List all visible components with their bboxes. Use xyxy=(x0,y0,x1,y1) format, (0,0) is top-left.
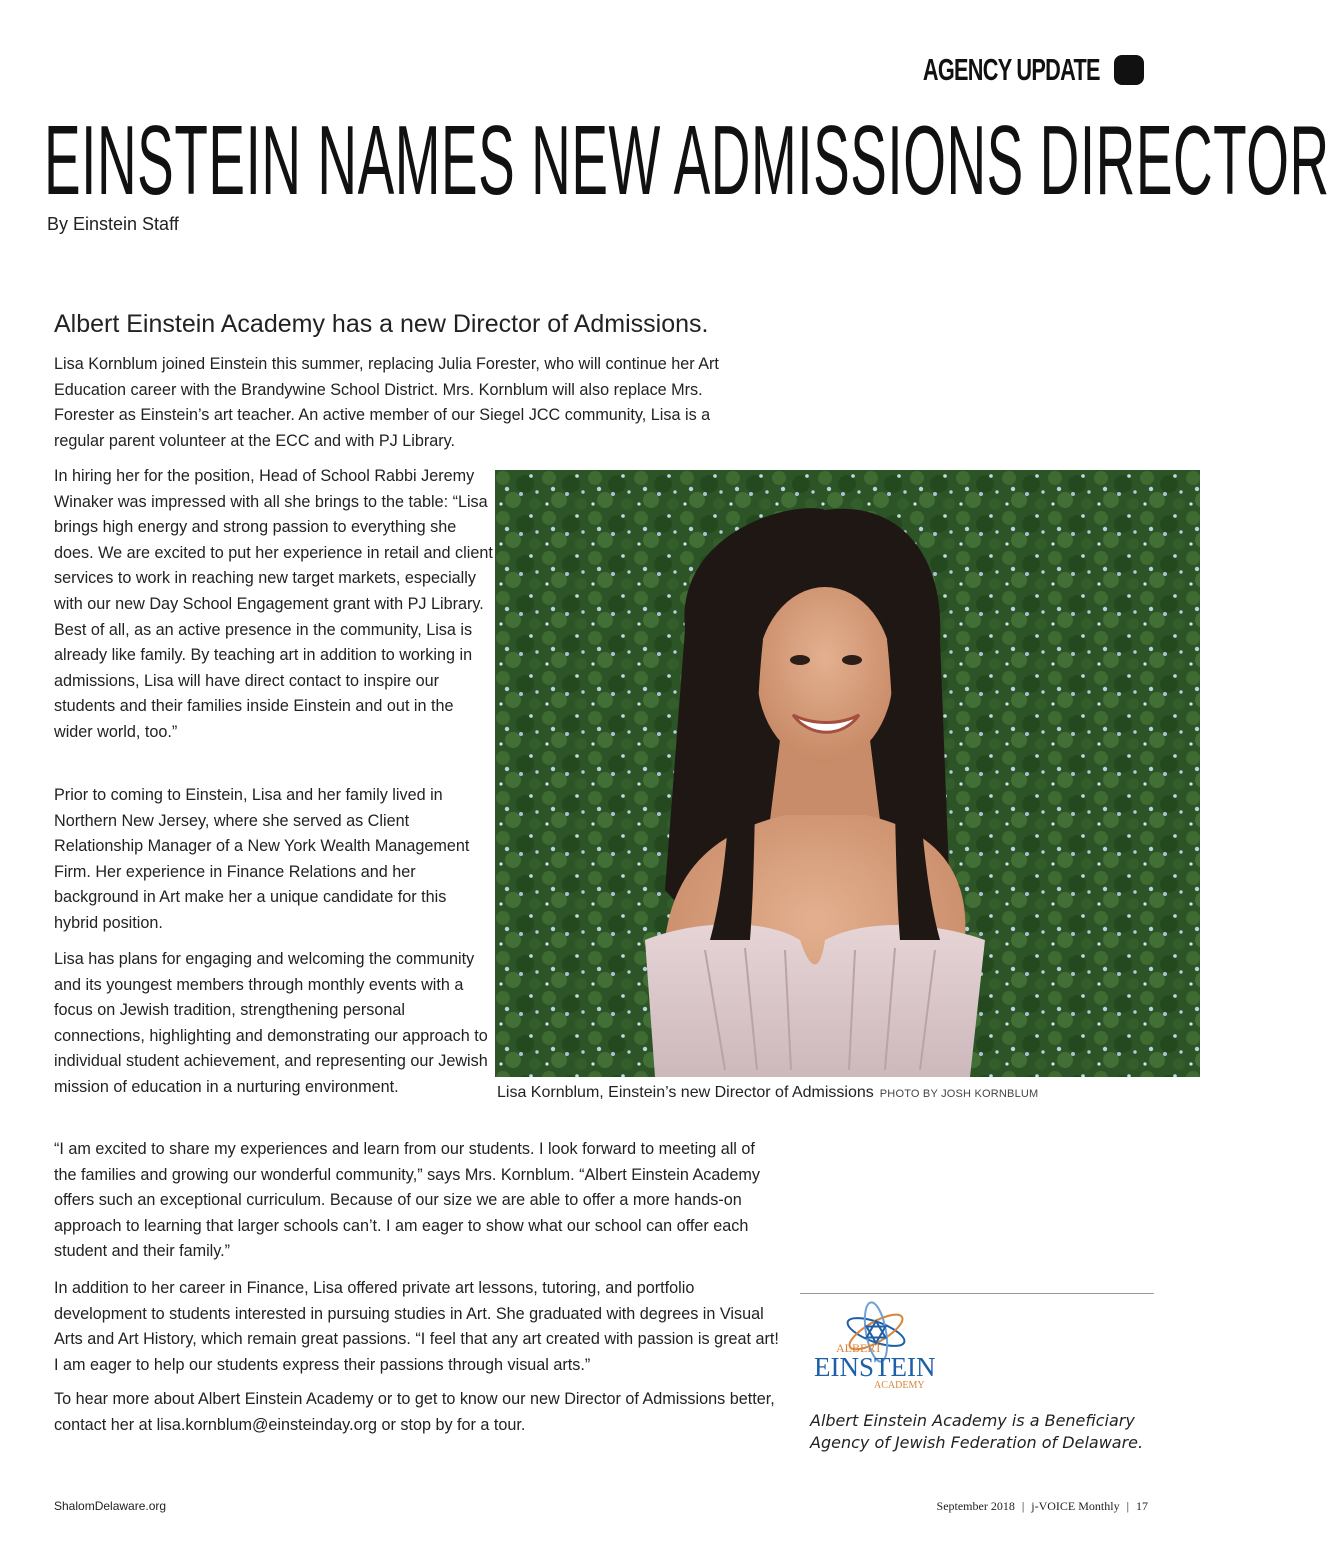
photo-caption-text: Lisa Kornblum, Einstein’s new Director of Admissions xyxy=(497,1084,874,1101)
section-tag-label: AGENCY UPDATE xyxy=(923,52,1100,87)
section-tag xyxy=(847,52,1144,88)
photo-credit: PHOTO BY JOSH KORNBLUM xyxy=(879,1088,1039,1100)
footer-page-number: 17 xyxy=(1136,1499,1148,1513)
footer-website: ShalomDelaware.org xyxy=(54,1499,167,1513)
atom-star-icon xyxy=(808,1308,944,1404)
paragraph-6: In addition to her career in Finance, Lisa offered private art lessons, tutoring, and portfolio development to students interested in pursuing studies in Art. She graduated with degrees in Visual Arts and Art History, which remain great passions. “I feel that any art created with passion is great art! I am eager to help our students express their passions through visual arts.” xyxy=(54,1279,779,1374)
paragraph-7: To hear more about Albert Einstein Academy or to get to know our new Director of Admissions better, contact her at lisa.kornblum@einsteinday.org or stop by for a tour. xyxy=(54,1390,775,1434)
footer-issue-info: September 2018 | j-VOICE Monthly | 17 xyxy=(936,1499,1148,1513)
beneficiary-note: Albert Einstein Academy is a Beneficiary Agency of Jewish Federation of Delaware. xyxy=(810,1411,1144,1452)
paragraph-3: Prior to coming to Einstein, Lisa and her family lived in Northern New Jersey, where she served as Client Relationship Manager of a New York Wealth Management Firm. Her experience in Finance Relations and her background in Art make her a unique candidate for this hybrid position. xyxy=(54,786,470,932)
portrait-photo xyxy=(495,470,1200,1077)
paragraph-4: Lisa has plans for engaging and welcoming the community and its youngest members through monthly events with a focus on Jewish tradition, strengthening personal connections, highlighting and demonstrating our approach to individual student achievement, and representing our Jewish mission of education in a nurturing environment. xyxy=(54,950,488,1096)
photo-caption xyxy=(497,1084,1038,1102)
footer-date: September 2018 xyxy=(936,1499,1015,1513)
logo-line-3: ACADEMY xyxy=(874,1380,925,1391)
footer-publication: j-VOICE Monthly xyxy=(1031,1499,1120,1513)
section-tag-marker xyxy=(1114,55,1144,85)
headline: EINSTEIN NAMES NEW ADMISSIONS DIRECTOR xyxy=(44,105,1330,215)
lede: Albert Einstein Academy has a new Director of Admissions. xyxy=(54,310,709,338)
logo-line-2: EINSTEIN xyxy=(814,1352,936,1382)
portrait-illustration xyxy=(495,470,1200,1077)
paragraph-1: Lisa Kornblum joined Einstein this summer, replacing Julia Forester, who will continue her Art Education career with the Brandywine School District. Mrs. Kornblum will also replace Mrs. Forester as Einstein’s art teacher. An active member of our Siegel JCC community, Lisa is a regular parent volunteer at the ECC and with PJ Library. xyxy=(54,355,719,450)
logo-line-1: ALBERT xyxy=(836,1341,882,1355)
paragraph-5: “I am excited to share my experiences and learn from our students. I look forward to meeting all of the families and growing our wonderful community,” says Mrs. Kornblum. “Albert Einstein Academy offers such an exceptional curriculum. Because of our size we are able to offer a more hands-on approach to learning that larger schools can’t. I am eager to show what our school can offer each student and their family.” xyxy=(54,1140,760,1261)
paragraph-2: In hiring her for the position, Head of School Rabbi Jeremy Winaker was impressed with all she brings to the table: “Lisa brings high energy and strong passion to everything she does. We are excited to put her experience in retail and client services to work in reaching new target markets, especially with our new Day School Engagement grant with PJ Library. Best of all, as an active presence in the community, Lisa is already like family. By teaching art in addition to working in admissions, Lisa will have direct contact to inspire our students and their families inside Einstein and out in the wider world, too.” xyxy=(54,467,493,741)
byline: By Einstein Staff xyxy=(47,214,179,234)
einstein-academy-logo xyxy=(808,1308,944,1404)
sidebar-divider xyxy=(800,1293,1154,1294)
